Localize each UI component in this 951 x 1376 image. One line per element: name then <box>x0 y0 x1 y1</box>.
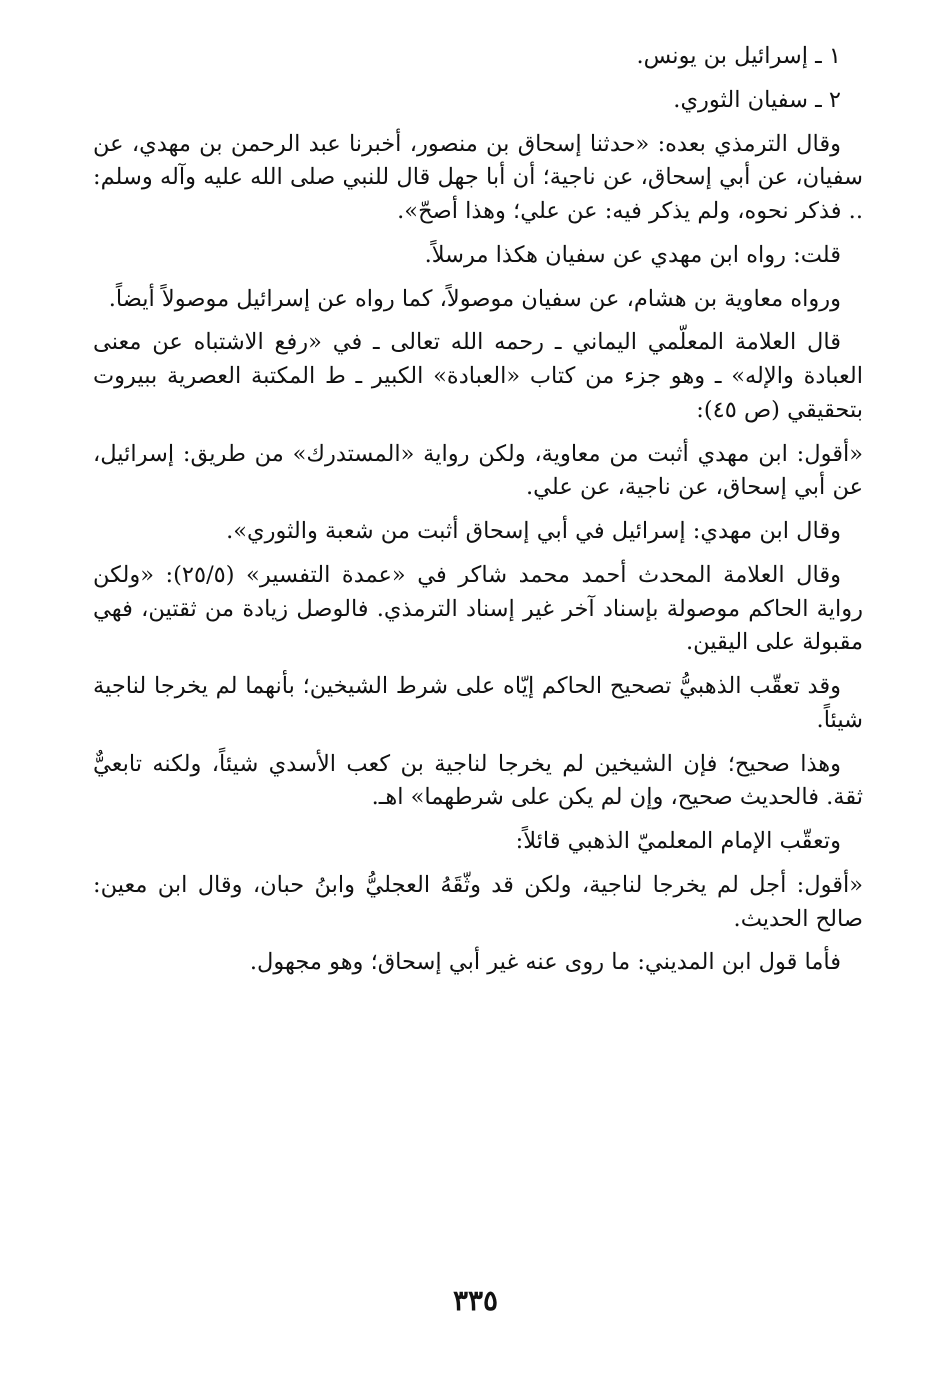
page-number: ٣٣٥ <box>452 1284 499 1317</box>
paragraph-ibn-mahdi: وقال ابن مهدي: إسرائيل في أبي إسحاق أثبت من شعبة والثوري». <box>226 518 841 544</box>
paragraph-tirmidhi-quote: وقال الترمذي بعده: «حدثنا إسحاق بن منصور، أخبرنا عبد الرحمن بن مهدي، عن سفيان، عن أبي إسحاق، عن ناجية؛ أن أبا جهل قال للنبي صلى الله عليه وآله وسلم: .. فذكر نحوه، ولم يذكر فيه: عن علي؛ وهذا أصحّ». <box>93 130 863 224</box>
page-body <box>93 40 863 990</box>
paragraph-sahih: وهذا صحيح؛ فإن الشيخين لم يخرجا لناجية بن كعب الأسدي شيئاً، ولكنه تابعيٌّ ثقة. فالحديث صحيح، وإن لم يكن على شرطهما» اهـ. <box>93 750 863 811</box>
list-item-2: ٢ ـ سفيان الثوري. <box>673 86 841 113</box>
paragraph-note: قلت: رواه ابن مهدي عن سفيان هكذا مرسلاً. <box>424 241 841 268</box>
paragraph-muawiya: ورواه معاوية بن هشام، عن سفيان موصولاً، كما رواه عن إسرائيل موصولاً أيضاً. <box>108 285 841 312</box>
paragraph-madini: فأما قول ابن المديني: ما روى عنه غير أبي إسحاق؛ وهو مجهول. <box>249 949 841 976</box>
list-item-1: ١ ـ إسرائيل بن يونس. <box>636 43 841 69</box>
paragraph-aqul: «أقول: أجل لم يخرجا لناجية، ولكن قد وثّقَهُ العجليُّ وابنُ حبان، وقال ابن معين: صالح الحديث. <box>93 871 863 932</box>
paragraph-shakir: وقال العلامة المحدث أحمد محمد شاكر في «عمدة التفسير» (٢٥/٥): «ولكن رواية الحاكم موصولة بإسناد آخر غير إسناد الترمذي. فالوصل زيادة من ثقتين، فهي مقبولة على اليقين. <box>93 561 863 656</box>
paragraph-muallimi-quote: «أقول: ابن مهدي أثبت من معاوية، ولكن رواية «المستدرك» من طريق: إسرائيل، عن أبي إسحاق، عن ناجية، عن علي. <box>93 440 863 501</box>
paragraph-taqqub: وتعقّب الإمام المعلميّ الذهبي قائلاً: <box>515 828 841 854</box>
paragraph-dhahabi: وقد تعقّب الذهبيُّ تصحيح الحاكم إيّاه على شرط الشيخين؛ بأنهما لم يخرجا لناجية شيئاً. <box>93 673 863 733</box>
paragraph-muallimi-intro: قال العلامة المعلّمي اليماني ـ رحمه الله تعالى ـ في «رفع الاشتباه عن معنى العبادة والإله» ـ وهو جزء من كتاب «العبادة» الكبير ـ ط المكتبة العصرية ببيروت بتحقيقي (ص ٤٥): <box>93 329 863 423</box>
